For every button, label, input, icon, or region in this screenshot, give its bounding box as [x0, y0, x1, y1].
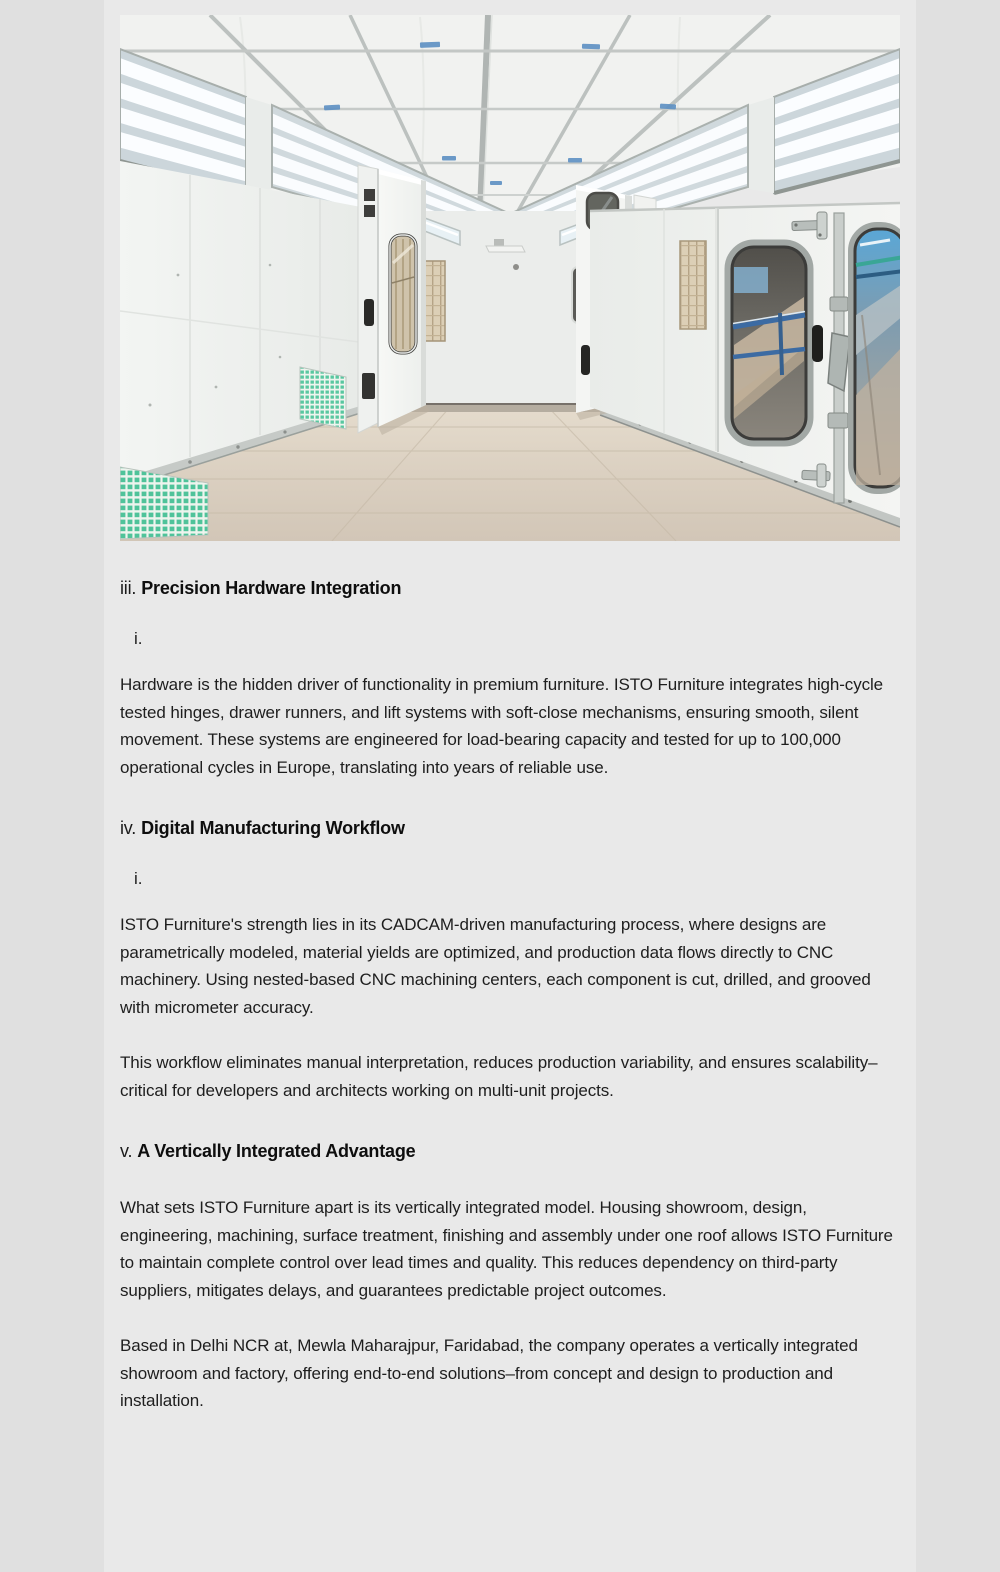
- paragraph: Based in Delhi NCR at, Mewla Maharajpur, Faridabad, the company operates a vertically integrated showroom and factory, offering end-to-end solutions–from concept and design to production and installation.: [120, 1336, 858, 1410]
- section-heading-iv: [120, 817, 900, 839]
- far-door-handle: [581, 345, 590, 375]
- section-heading-iii: [120, 577, 900, 599]
- paragraph: What sets ISTO Furniture apart is its vertically integrated model. Housing showroom, design, engineering, machining, surface treatment, finishing and assembly under one roof allows ISTO Furniture to maintain complete control over lead times and quality. This reduces dependency on third-party suppliers, mitigates delays, and guarantees predictable project outcomes.: [120, 1198, 893, 1300]
- near-door-frame-handle: [364, 299, 374, 326]
- paragraph: This workflow eliminates manual interpretation, reduces production variability, and ensures scalability–critical for developers and architects working on multi-unit projects.: [120, 1053, 878, 1100]
- article-card: [104, 0, 916, 1572]
- list-marker: i.: [134, 869, 143, 888]
- heading-number: iv.: [120, 818, 137, 838]
- section-heading-v: [120, 1140, 900, 1162]
- heading-number: iii.: [120, 578, 137, 598]
- vent-grille-far: [300, 367, 346, 429]
- spray-booth-photo-svg: [120, 15, 900, 541]
- louver-lattice-right: [680, 241, 706, 329]
- heading-number: v.: [120, 1141, 133, 1161]
- near-open-door: [358, 165, 430, 435]
- near-door-latch: [362, 373, 375, 399]
- list-marker: i.: [134, 629, 143, 648]
- heading-title: Digital Manufacturing Workflow: [141, 818, 405, 838]
- skylight-frame-left: [246, 97, 272, 193]
- louver-lattice-back: [423, 261, 445, 341]
- skylight-frame-right: [748, 97, 774, 193]
- heading-title: Precision Hardware Integration: [141, 578, 402, 598]
- door-hinge-top: [364, 189, 375, 201]
- paragraph: ISTO Furniture's strength lies in its CADCAM-driven manufacturing process, where designs are parametrically modeled, material yields are optimized, and production data flows directly to CNC machinery. Using nested-based CNC machining centers, each component is cut, drilled, and grooved with micrometer accuracy.: [120, 915, 871, 1017]
- article-content: [104, 577, 916, 1415]
- heading-title: A Vertically Integrated Advantage: [137, 1141, 416, 1161]
- right-door-2: [851, 225, 900, 491]
- wall-sensor: [513, 264, 519, 270]
- paragraph: Hardware is the hidden driver of functionality in premium furniture. ISTO Furniture integrates high-cycle tested hinges, drawer runners, and lift systems with soft-close mechanisms, ensuring smooth, silent movement. These systems are engineered for load-bearing capacity and tested for up to 100,000 operational cycles in Europe, translating into years of reliable use.: [120, 675, 884, 777]
- right-door-1-handle: [812, 325, 823, 362]
- spray-booth-photo: [120, 15, 900, 541]
- door-hinge-top2: [364, 205, 375, 217]
